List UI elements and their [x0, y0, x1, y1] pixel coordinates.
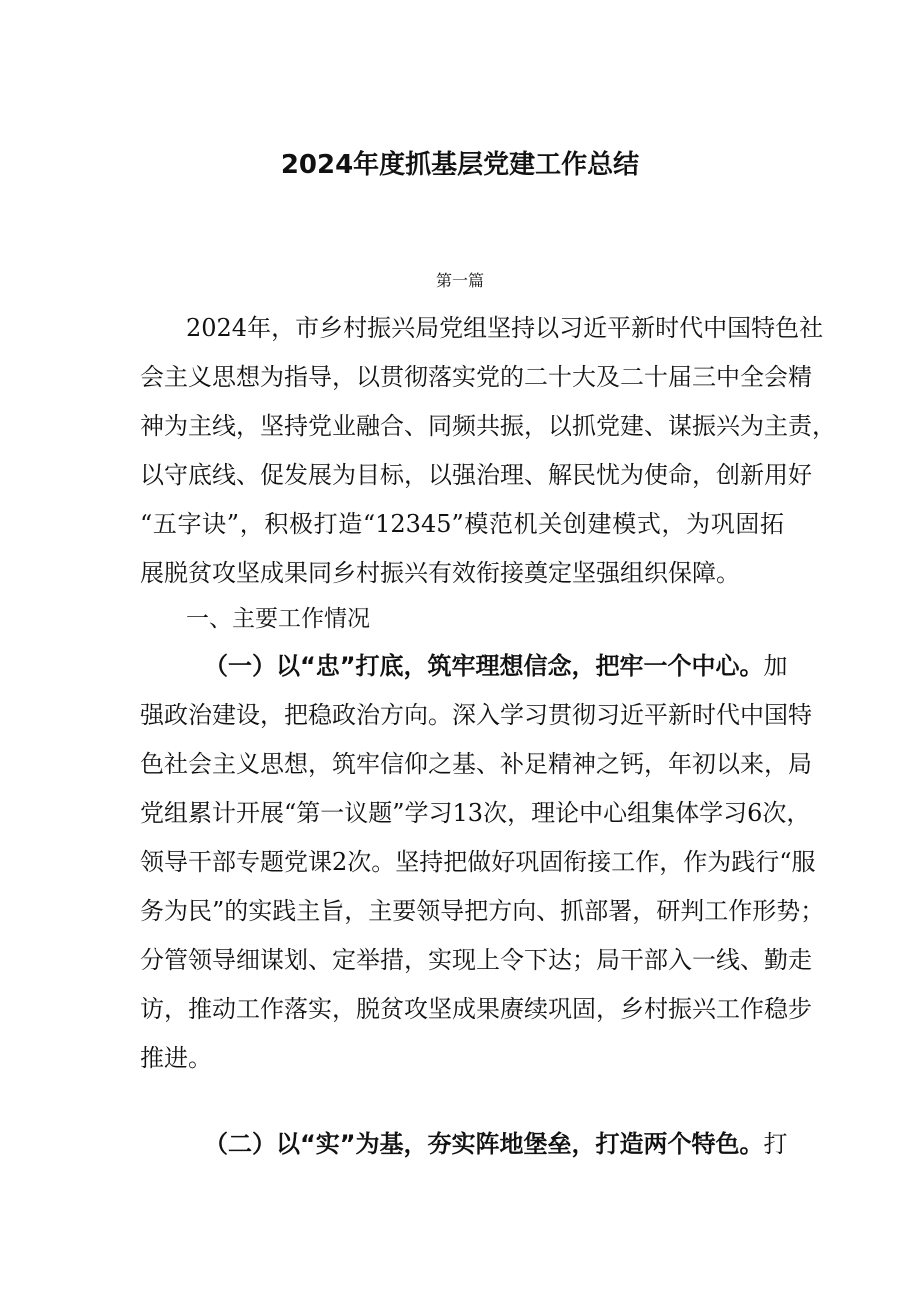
section-heading: 一、主要工作情况 [186, 606, 370, 632]
subheading-rest: 加 [763, 652, 788, 680]
section-label: 第一篇 [435, 271, 484, 290]
body-line: 推进。 [140, 1044, 212, 1072]
intro-line: 会主义思想为指导，以贯彻落实党的二十大及二十届三中全会精 [140, 363, 812, 391]
subheading-line [204, 1129, 788, 1159]
intro-line: 展脱贫攻坚成果同乡村振兴有效衔接奠定坚强组织保障。 [140, 559, 740, 587]
body-line: 党组累计开展“第一议题”学习13次，理论中心组集体学习6次， [140, 799, 811, 827]
document-title: 2024年度抓基层党建工作总结 [280, 150, 640, 180]
body-line: 色社会主义思想，筑牢信仰之基、补足精神之钙，年初以来，局 [140, 750, 812, 778]
body-line: 强政治建设，把稳政治方向。深入学习贯彻习近平新时代中国特 [140, 701, 812, 729]
subheading-bold: （一）以“忠”打底，筑牢理想信念，把牢一个中心。 [204, 652, 764, 680]
subheading-bold: （二）以“实”为基，夯实阵地堡垒，打造两个特色。 [204, 1130, 764, 1158]
intro-line: 以守底线、促发展为目标，以强治理、解民忧为使命，创新用好 [140, 461, 812, 489]
body-line: 领导干部专题党课2次。坚持把做好巩固衔接工作，作为践行“服 [140, 848, 816, 876]
intro-line: 2024年，市乡村振兴局党组坚持以习近平新时代中国特色社 [186, 314, 824, 342]
subheading-line [204, 651, 788, 681]
body-line: 务为民”的实践主旨，主要领导把方向、抓部署，研判工作形势； [140, 897, 825, 925]
intro-line: 神为主线，坚持党业融合、同频共振，以抓党建、谋振兴为主责， [140, 412, 836, 440]
subheading-rest: 打 [763, 1130, 788, 1158]
body-line: 分管领导细谋划、定举措，实现上令下达；局干部入一线、勤走 [140, 946, 812, 974]
intro-line: “五字诀”，积极打造“12345”模范机关创建模式，为巩固拓 [140, 510, 784, 538]
body-line: 访，推动工作落实，脱贫攻坚成果赓续巩固，乡村振兴工作稳步 [140, 995, 812, 1023]
